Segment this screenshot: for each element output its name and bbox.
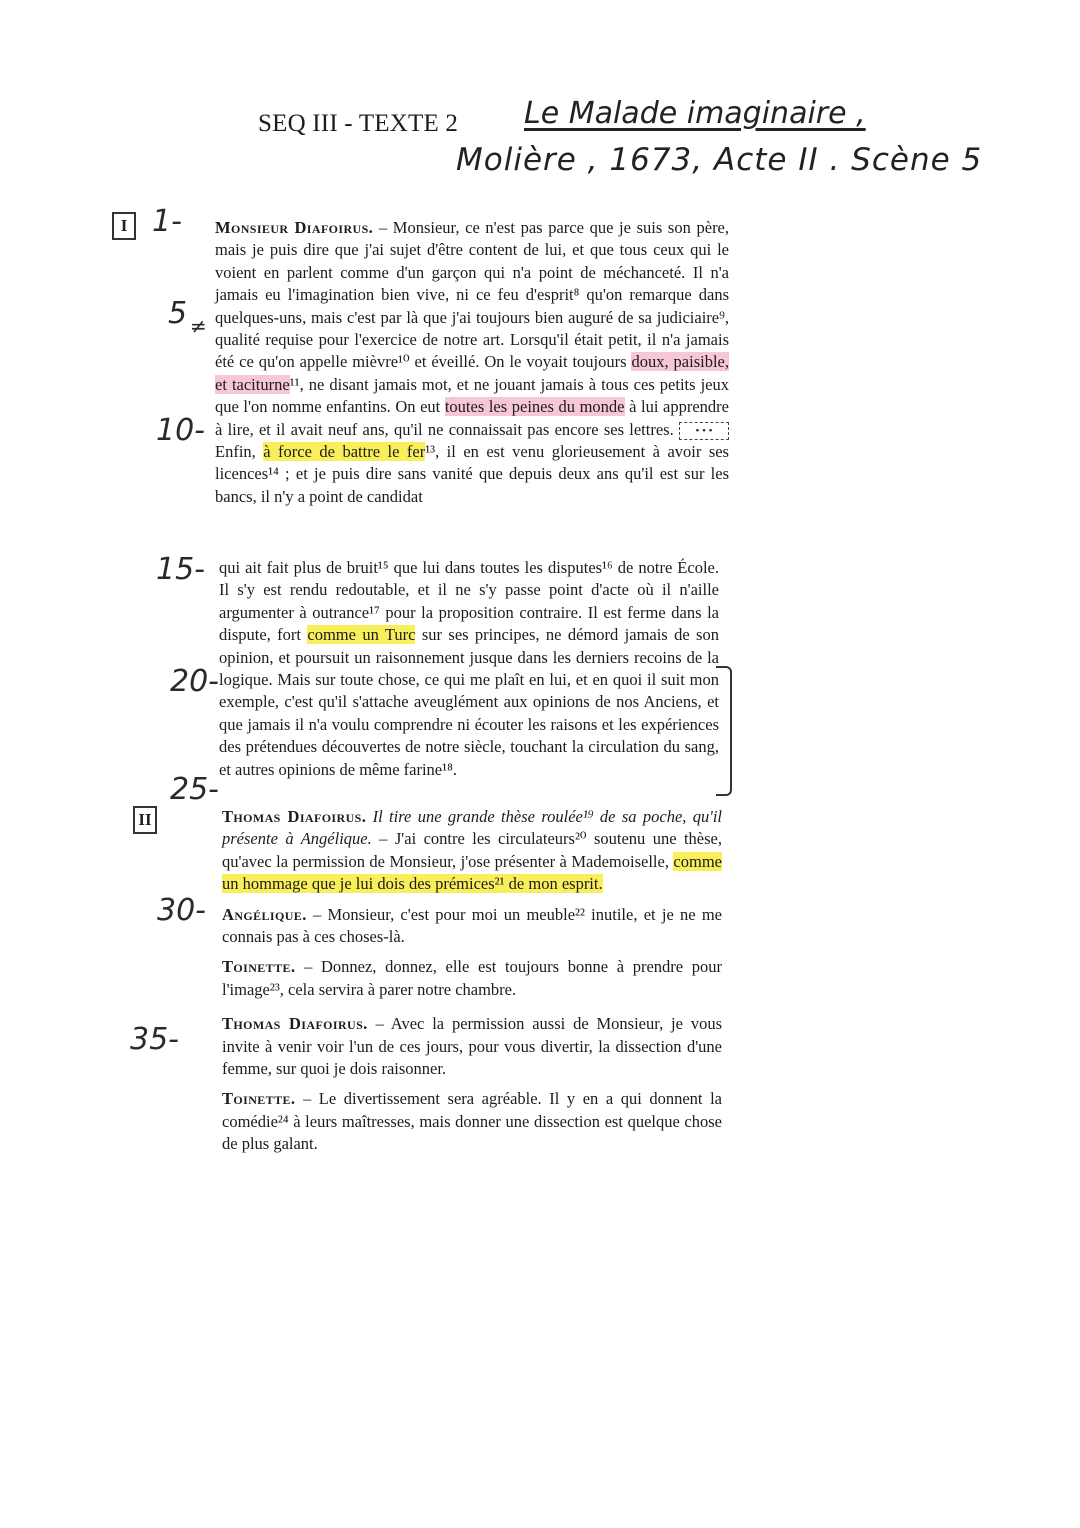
text-block-2 [219, 557, 719, 783]
paragraph-continued: qui ait fait plus de bruit¹⁵ que lui dans toutes les disputes¹⁶ de notre École. Il s'y est rendu redoutable, et il ne s'y passe point d'acte où il n'aille argumenter à outrance¹⁷ pour la proposition contraire. Il est ferme dans la dispute, fort comme un Turc sur ses principes, ne démord jamais de son opinion, et poursuit un raisonnement jusque dans les derniers recoins de la logique. Mais sur toute chose, ce qui me plaît en lui, et en quoi il suit mon exemple, c'est qu'il s'attache aveuglément aux opinions de nos Anciens, et que jamais il n'a voulu comprendre ni écouter les raisons et les expériences des prétendues découvertes de notre siècle, touchant la circulation du sang, et autres opinions de même farine¹⁸. [219, 558, 719, 779]
line-number-10: 10- [156, 413, 205, 448]
pink-highlight: doux, paisible, et taciturne [215, 352, 729, 394]
speaker-name: Angélique. [222, 904, 307, 924]
line-number-5: 5 [168, 296, 188, 331]
paragraph-thomas-diafoirus: Thomas Diafoirus. Il tire une grande thèse roulée¹⁹ de sa poche, qu'il présente à Angélique. – J'ai contre les circulateurs²⁰ soutenu une thèse, qu'avec la permission de Monsieur, j'ose présenter à Mademoiselle, comme un hommage que je lui dois des prémices²¹ de mon esprit. [222, 807, 722, 894]
yellow-highlight: comme un hommage que je lui dois des prémices²¹ de mon esprit. [222, 851, 722, 894]
text-block-3 [222, 806, 722, 1158]
section-marker-1: I [112, 212, 136, 240]
speaker-name: Thomas Diafoirus. [222, 807, 367, 826]
line-number-20: 20- [170, 664, 219, 699]
handwritten-subtitle: Molière , 1673, Acte II . Scène 5 [456, 142, 983, 178]
yellow-highlight: comme un Turc [307, 625, 416, 645]
text-block-1 [215, 217, 729, 510]
line-number-15: 15- [156, 552, 205, 587]
section-marker-2: II [133, 806, 157, 834]
ellipsis-box: • • • [679, 422, 729, 440]
paragraph-toinette-2: Toinette. – Le divertissement sera agréable. Il y en a qui donnent la comédie²⁴ à leurs maîtresses, mais donner une dissection est quelque chose de plus galant. [222, 1089, 722, 1154]
speaker-name: Toinette. [222, 1089, 296, 1109]
paragraph-angelique: Angélique. – Monsieur, c'est pour moi un meuble²² inutile, et je ne me connais pas à ces choses-là. [222, 904, 722, 947]
line-number-1: 1- [152, 204, 182, 239]
speaker-name: Toinette. [222, 957, 296, 977]
handwritten-title: Le Malade imaginaire , [524, 96, 866, 131]
stage-direction: Il tire une grande thèse roulée¹⁹ de sa poche, qu'il présente à Angélique. [222, 807, 722, 849]
paragraph-thomas-diafoirus-2: Thomas Diafoirus. – Avec la permission aussi de Monsieur, je vous invite à venir voir l'un de ces jours, pour vous divertir, la dissection d'une femme, sur quoi je dois raisonner. [222, 1014, 722, 1079]
pink-highlight: toutes les peines du monde [444, 397, 625, 417]
speaker-name: Thomas Diafoirus. [222, 1014, 368, 1034]
line-number-30: 30- [157, 893, 206, 928]
not-equal-mark: ≠ [190, 314, 207, 338]
line-number-35: 35- [130, 1022, 179, 1057]
paragraph-monsieur-diafoirus: Monsieur Diafoirus. – Monsieur, ce n'est pas parce que je suis son père, mais je puis dire que j'ai sujet d'être content de lui, et que tous ceux qui le voient en parlent comme d'un garçon qui n'a point de méchanceté. Il n'a jamais eu l'imagination bien vive, ni ce feu d'esprit⁸ qu'on remarque dans quelques-uns, mais c'est par là que j'ai toujours bien auguré de sa judiciaire⁹, qualité requise pour l'exercice de notre art. Lorsqu'il était petit, il n'a jamais été ce qu'on appelle mièvre¹⁰ et éveillé. On le voyait toujours doux, paisible, et taciturne¹¹, ne disant jamais mot, et ne jouant jamais à tous ces petits jeux que l'on nomme enfantins. On eut toutes les peines du monde à lui apprendre à lire, et il avait neuf ans, qu'il ne connaissait pas encore ses lettres. • • • Enfin, à force de battre le fer¹³, il en est venu glorieusement à avoir ses licences¹⁴ ; et je puis dire sans vanité que depuis deux ans qu'il est sur les bancs, il n'y a point de candidat [215, 218, 730, 506]
speaker-name: Monsieur Diafoirus. [215, 218, 374, 237]
sequence-heading: SEQ III - TEXTE 2 [258, 110, 459, 137]
line-number-25: 25- [170, 772, 219, 807]
paragraph-toinette: Toinette. – Donnez, donnez, elle est toujours bonne à prendre pour l'image²³, cela servira à parer notre chambre. [222, 957, 722, 999]
yellow-highlight: à force de battre le fer [263, 442, 426, 462]
